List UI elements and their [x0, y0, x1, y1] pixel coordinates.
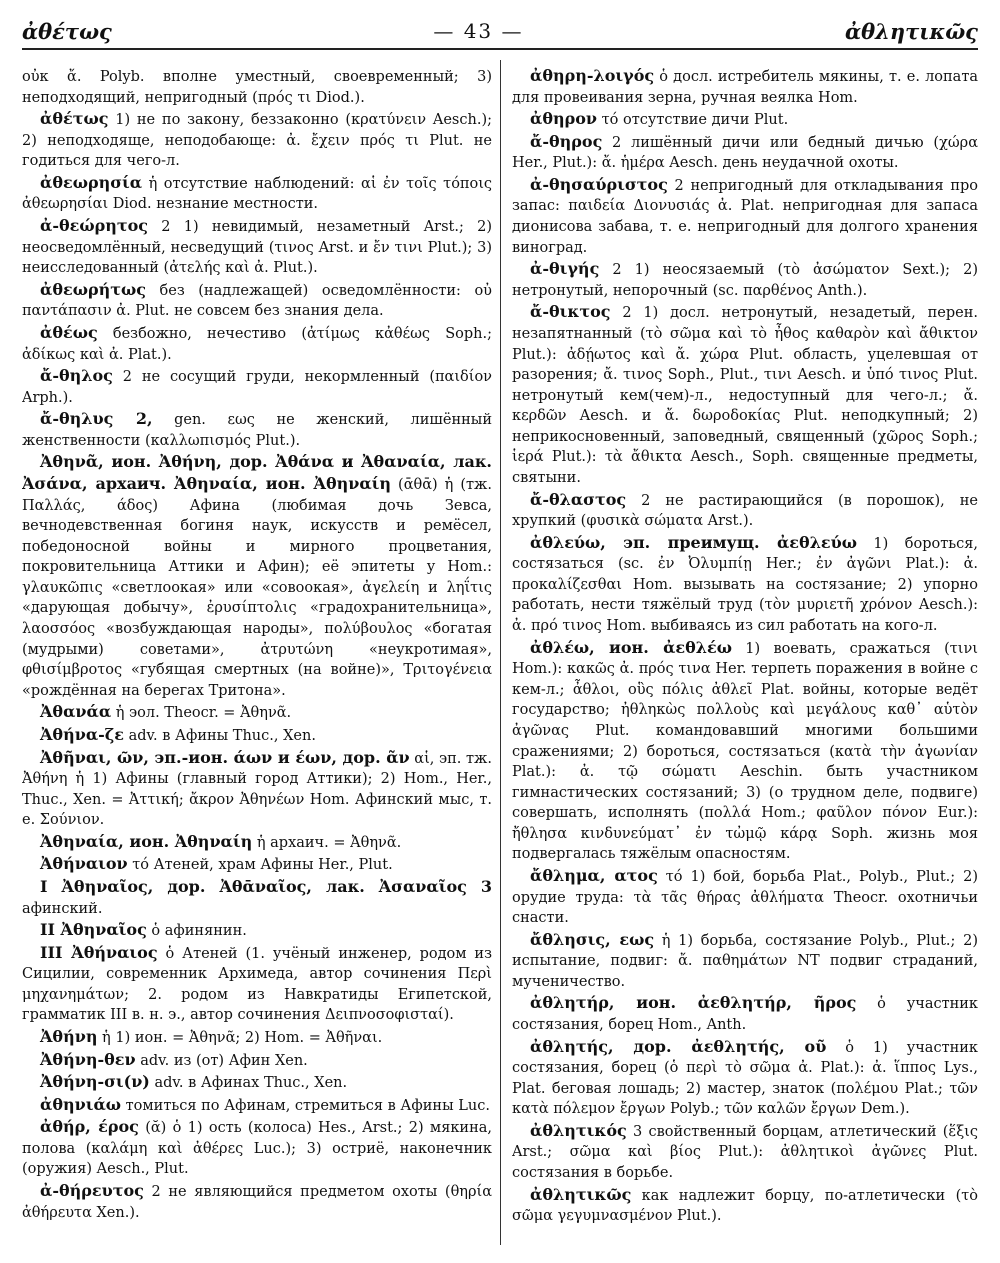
dictionary-entry	[22, 1095, 492, 1117]
entry-headword: ἀθλητήρ, ион. ἀεθλητήρ, ῆρος	[530, 993, 857, 1013]
dictionary-entry	[22, 832, 492, 854]
dictionary-entry	[22, 109, 492, 172]
entry-definition: 1) бороться, состязаться (sc. ἐν Ὀλυμπίῃ Her.; ἐν ἀγῶνι Plat.): ἀ. προκαλίζεσθαι Hom. вызывать на состязание; 2) упорно работать, нести тяжёлый труд (τὸν μυριετῆ χρόνον Aesch.): ἀ. πρό τινος Hom. выбиваясь из сил работать на кого-л.	[512, 535, 978, 635]
entry-definition: ἡ отсутствие наблюдений: αἱ ἐν τοῖς τόποις ἀθεωρησίαι Diod. незнание местности.	[22, 175, 492, 213]
dictionary-entry	[22, 1027, 492, 1049]
entry-headword: Ἀθήνη-θεν	[40, 1049, 136, 1069]
entry-headword: Ἀθήνα-ζε	[40, 724, 124, 744]
dictionary-entry	[22, 66, 492, 108]
dictionary-entry	[512, 132, 978, 174]
entry-definition: безбожно, нечестиво (ἀτίμως κἀθέως Soph.; ἀδίκως καὶ ἀ. Plat.).	[22, 325, 492, 363]
dictionary-entry	[22, 216, 492, 279]
entry-headword: ἀθηρον	[530, 109, 598, 129]
entry-definition: ἡ архаич. = Ἀθηνᾶ.	[252, 834, 402, 851]
entry-headword: ἄθλημα, ατος	[530, 865, 658, 885]
entry-definition: τό отсутствие дичи Plut.	[597, 112, 789, 129]
entry-definition: adv. в Афины Thuc., Xen.	[123, 727, 316, 744]
entry-headword: ἀθέτως	[40, 109, 109, 129]
entry-headword: ἀθλητής, дор. ἀεθλητής, οῦ	[530, 1036, 827, 1056]
entry-definition: ἡ эол. Theocr. = Ἀθηνᾶ.	[111, 705, 292, 722]
dictionary-entry	[22, 943, 492, 1026]
entry-definition: томиться по Афинам, стремиться в Афины Luc.	[121, 1097, 490, 1114]
entry-definition: gen. εως не женский, лишённый женственности (καλλωπισμός Plut.).	[22, 412, 492, 449]
dictionary-entry	[512, 1037, 978, 1120]
entry-headword: ἀ-θησαύριστος	[530, 174, 668, 194]
entry-definition: ὁ участник состязания, борец Hom., Anth.	[512, 996, 978, 1034]
entry-definition: 2 1) неосязаемый (τὸ ἀσώματον Sext.); 2) нетронутый, непорочный (sc. παρθένος Anth.).	[512, 262, 978, 299]
entry-headword: Ἀθανάα	[40, 702, 112, 722]
page-header	[22, 14, 978, 50]
entry-definition: ὁ досл. истребитель мякины, т. е. лопата для провеивания зерна, ручная веялка Hom.	[512, 69, 978, 106]
dictionary-entry	[512, 638, 978, 865]
entry-definition: как надлежит борцу, по-атлетически (τὸ σῶμα γεγυμνασμένον Plut.).	[512, 1187, 978, 1225]
entry-headword: I Ἀθηναῖος, дор. Ἀθᾱναῖος, лак. Ἀσαναῖος 3	[40, 876, 492, 896]
dictionary-entry	[22, 366, 492, 408]
entry-headword: Ἀθῆναι, ῶν, эп.-ион. άων и έων, дор. ᾶν	[40, 747, 410, 767]
dictionary-entry	[512, 259, 978, 301]
entry-definition: 2 1) досл. нетронутый, незадетый, перен. незапятнанный (τὸ σῶμα καὶ τὸ ἦθος καθαρὸν καὶ ἄθικτον Plut.): ἀδῄωτος καὶ ἄ. χώρα Plut. область, уцелевшая от разорения; ἄ. τινος Soph., Plut., τινι Aesch. и ὑπό τινος Plut. нетронутый кем(чем)-л., недоступный для чего-л.; ἄ. κερδῶν Aesch. и ἄ. δωροδοκίας Plut. неподкупный; 2) неприкосновенный, заповедный, священный (χῶρος Soph.; ἱερά Plut.): τὰ ἄθικτα Aesch., Soph. священные предметы, святыни.	[512, 305, 978, 486]
entry-headword: Ἀθήνη-σι(ν)	[40, 1072, 150, 1092]
entry-headword: Ἀθήνη	[40, 1027, 98, 1047]
entry-headword: ἀ-θήρευτος	[40, 1181, 144, 1201]
entry-definition: ὁ афинянин.	[146, 923, 247, 940]
entry-headword: ἀθήρ, έρος	[40, 1117, 139, 1137]
entry-headword: ἀθεωρησία	[40, 172, 143, 192]
entry-headword: ἄ-θλαστος	[530, 489, 627, 509]
dictionary-entry	[22, 280, 492, 322]
dictionary-entry	[512, 302, 978, 488]
dictionary-entry	[22, 1050, 492, 1072]
entry-definition: ἡ 1) борьба, состязание Polyb., Plut.; 2) испытание, подвиг: ἄ. παθημάτων NT подвиг страданий, мученичество.	[512, 932, 978, 990]
dictionary-entry	[512, 66, 978, 108]
entry-headword: ἀ-θεώρητος	[40, 216, 149, 236]
entry-definition: 2 лишённый дичи или бедный дичью (χώρα Her., Plut.): ἄ. ἡμέρα Aesch. день неудачной охоты.	[512, 134, 978, 172]
dictionary-entry	[512, 109, 978, 131]
dictionary-entry	[512, 175, 978, 258]
dictionary-entry	[512, 866, 978, 929]
dictionary-entry	[22, 323, 492, 365]
page-number: — 43 —	[433, 19, 524, 43]
entry-definition: 1) воевать, сражаться (τινι Hom.): κακῶς ἀ. πρός τινα Her. терпеть поражения в войне с кем-л.; ἆθλοι, οὓς πόλις ἀθλεῖ Plat. войны, которые ведёт государство; ἠθληκὼς πολλοὺς καὶ μεγάλους καθ᾽ αὑτὸν ἀγῶνας Plut. командовавший многими большими сражениями; 2) бороться, состязаться (κατὰ τὴν ἀγωνίαν Plat.): ἀ. τῷ σώματι Aeschin. быть участником гимнастических состязаний; 3) (о трудном деле, подвиге) совершать, исполнять (πολλά Hom.; φαῦλον πόνον Eur.): ἤθλησα κινδυνεύματ᾽ ἐν τὠμῷ κάρᾳ Soph. жизнь моя подвергалась тяжёлым опасностям.	[512, 640, 978, 863]
entry-definition: adv. из (от) Афин Xen.	[135, 1052, 308, 1069]
dictionary-entry	[22, 725, 492, 747]
dictionary-entry	[22, 854, 492, 876]
dictionary-entry	[22, 409, 492, 451]
entry-definition: 1) не по закону, беззаконно (κρατύνειν Aesch.); 2) неподходяще, неподобающе: ἀ. ἔχειν πρός τι Plut. не годиться для чего-л.	[22, 112, 492, 170]
entry-headword: ἄ-θηλος	[40, 366, 113, 386]
dictionary-entry	[22, 702, 492, 724]
entry-definition: 2 1) невидимый, незаметный Arst.; 2) неосведомлённый, несведущий (τινος Arst. и ἔν τινι Plut.); 3) неисследованный (ἀτελής καὶ ἀ. Plut.).	[22, 219, 492, 277]
entry-definition: 2 не сосущий груди, некормленный (παιδίον Arph.).	[22, 369, 492, 406]
dictionary-entry	[22, 173, 492, 215]
entry-headword: II Ἀθηναῖος	[40, 920, 147, 940]
left-running-headword: ἀθέτως	[22, 18, 112, 44]
dictionary-entry	[512, 930, 978, 993]
entry-definition: афинский.	[22, 900, 103, 917]
right-column	[512, 66, 978, 1246]
entry-headword: ἄθλησις, εως	[530, 929, 655, 949]
entry-headword: ἄ-θηλυς 2,	[40, 409, 153, 429]
entry-headword: ἀθεωρήτως	[40, 279, 146, 299]
entry-definition: οὐκ ἄ. Polyb. вполне уместный, своевременный; 3) неподходящий, непригодный (πρός τι Diod.).	[22, 69, 492, 106]
entry-headword: III Ἀθήναιος	[40, 942, 158, 962]
dictionary-entry	[22, 877, 492, 919]
dictionary-entry	[22, 748, 492, 831]
entry-definition: τό 1) бой, борьба Plat., Polyb., Plut.; 2) орудие труда: τὰ τᾶς θήρας ἀθλήματα Theocr. охотничьи снасти.	[512, 868, 978, 927]
left-column	[22, 66, 492, 1246]
right-running-headword: ἀθλητικῶς	[845, 18, 978, 44]
entry-headword: ἀθλητικῶς	[530, 1184, 632, 1204]
entry-headword: ἀθέως	[40, 322, 98, 342]
entry-definition: 2 не растирающийся (в порошок), не хрупкий (φυσικὰ σώματα Arst.).	[512, 492, 978, 530]
entry-headword: Ἀθήναιον	[40, 854, 128, 874]
entry-definition: adv. в Афинах Thuc., Xen.	[149, 1075, 348, 1092]
column-divider	[500, 60, 501, 1245]
dictionary-entry	[22, 1117, 492, 1180]
dictionary-entry	[512, 1185, 978, 1227]
entry-definition: αἱ, эп. тж. Ἀθήνη ἡ 1) Афины (главный город Аттики); 2) Hom., Her., Thuc., Xen. = Ἀττική; ἄκρον Ἀθηνέων Hom. Афинский мыс, т. е. Σούνιον.	[22, 750, 492, 829]
dictionary-entry	[512, 1121, 978, 1184]
entry-definition: ὁ 1) участник состязания, борец (ὁ περὶ τὸ σῶμα ἀ. Plat.): ἀ. ἵππος Lys., Plat. беговая лошадь; 2) мастер, знаток (πολέμου Plat.; τῶν κατὰ πόλεμον ἔργων Polyb.; τῶν καλῶν ἔργων Dem.).	[512, 1039, 978, 1118]
dictionary-entry	[22, 1072, 492, 1094]
entry-headword: Ἀθηνᾶ, ион. Ἀθήνη, дор. Ἀθάνα и Ἀθαναία, лак. Ἀσάνα, архаич. Ἀθηναία, ион. Ἀθηναίη	[22, 452, 492, 493]
entry-definition: (ᾱθᾱ) ἡ (тж. Παλλάς, άδος) Афина (любимая дочь Зевса, вечнодевственная богиня наук, искусств и ремёсел, победоносной войны и мирного процветания, покровительница Аттики и Афин); её эпитеты у Hom.: γλαυκῶπις «светлоокая» или «совоокая», ἀγελείη и ληΐτις «дарующая добычу», ἐρυσίπτολις «градохранительница», λαοσσόος «возбуждающая народы», πολύβουλος «богатая (мудрыми) советами», ἀτρυτώνη «неукротимая», φθισίμβροτος «губящая смертных (на войне)», Τριτογένεια «рождённая на берегах Тритона».	[22, 476, 492, 699]
entry-headword: Ἀθηναία, ион. Ἀθηναίη	[40, 831, 253, 851]
dictionary-entry	[512, 490, 978, 532]
entry-definition: без (надлежащей) осведомлённости: οὐ παντάπασιν ἀ. Plut. не совсем без знания дела.	[22, 282, 492, 320]
entry-headword: ἀθλητικός	[530, 1120, 627, 1140]
entry-definition: ὁ Атеней (1. учёный инженер, родом из Сицилии, современник Архимеда, автор сочинения Περὶ μηχανημάτων; 2. родом из Навкратиды Египетской, грамматик III в. н. э., автор сочинения Δειπνοσοφισταί).	[22, 945, 492, 1024]
dictionary-entry	[22, 920, 492, 942]
entry-definition: 3 свойственный борцам, атлетический (ἕξις Arst.; σῶμα καὶ βίος Plut.): ἀθλητικοὶ ἀγῶνες Plut. состязания в борьбе.	[512, 1123, 978, 1182]
dictionary-entry	[512, 993, 978, 1035]
entry-headword: ἀθλέω, ион. ἀεθλέω	[530, 637, 732, 657]
entry-definition: ἡ 1) ион. = Ἀθηνᾶ; 2) Hom. = Ἀθῆναι.	[97, 1030, 383, 1047]
dictionary-entry	[22, 1181, 492, 1223]
entry-headword: ἄ-θηρος	[530, 131, 603, 151]
dictionary-entry	[22, 452, 492, 701]
entry-definition: (ᾰ) ὁ 1) ость (колоса) Hes., Arst.; 2) мякина, полова (καλάμη καὶ ἀθέρες Luc.); 3) остриё, наконечник (оружия) Aesch., Plut.	[22, 1120, 492, 1178]
dictionary-entry	[512, 533, 978, 637]
entry-headword: ἀθλεύω, эп. преимущ. ἀεθλεύω	[530, 532, 857, 552]
entry-definition: 2 непригодный для откладывания про запас: παιδεία Διονυσιάς ἀ. Plat. непригодная для запаса дионисова забава, т. е. непригодный для долгого хранения виноград.	[512, 177, 978, 256]
entry-headword: ἀθηρη-λοιγός	[530, 66, 655, 85]
entry-definition: 2 не являющийся предметом охоты (θηρία ἀθήρευτα Xen.).	[22, 1184, 492, 1221]
entry-headword: ἀ-θιγής	[530, 259, 600, 279]
entry-headword: ἄ-θικτος	[530, 302, 611, 322]
entry-headword: ἀθηνιάω	[40, 1094, 122, 1114]
entry-definition: τό Атеней, храм Афины Her., Plut.	[127, 857, 393, 874]
